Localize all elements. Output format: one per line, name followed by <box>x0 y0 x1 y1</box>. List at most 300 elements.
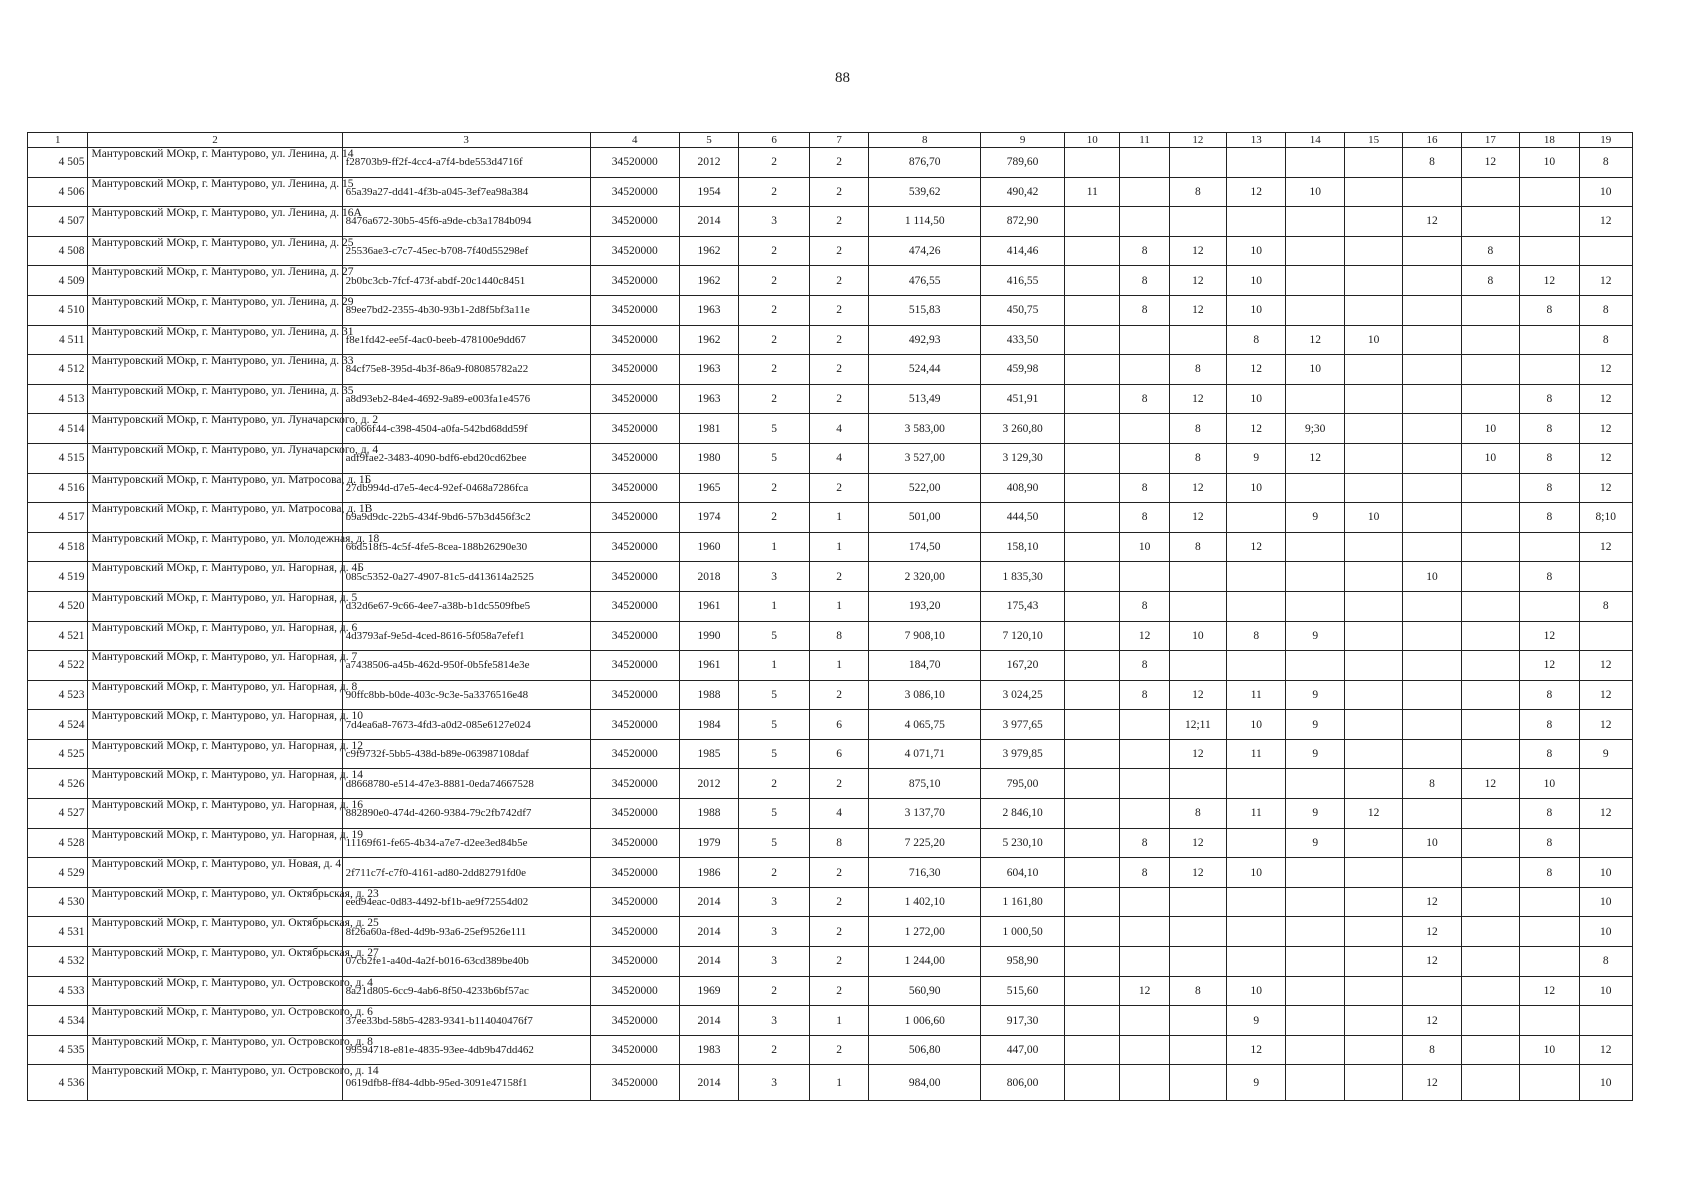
cell-col-10 <box>1065 739 1120 769</box>
cell-col-19: 10 <box>1579 858 1632 888</box>
cell-col-15: 10 <box>1344 325 1402 355</box>
cell-col-17 <box>1461 828 1519 858</box>
cell-col-13 <box>1227 947 1286 977</box>
cell-floors: 1 <box>739 591 810 621</box>
cell-col-10 <box>1065 207 1120 237</box>
cell-total-area: 524,44 <box>869 355 981 385</box>
cell-house-guid: c9f9732f-5bb5-438d-b89e-063987108daf <box>342 739 590 769</box>
cell-col-16: 12 <box>1403 207 1461 237</box>
cell-floors: 2 <box>739 976 810 1006</box>
cell-col-13: 10 <box>1227 295 1286 325</box>
cell-total-area: 4 065,75 <box>869 710 981 740</box>
table-row <box>28 148 1633 178</box>
cell-col-14 <box>1286 858 1344 888</box>
cell-col-10 <box>1065 976 1120 1006</box>
cell-col-19: 8 <box>1579 295 1632 325</box>
cell-total-area: 476,55 <box>869 266 981 296</box>
cell-total-area: 1 272,00 <box>869 917 981 947</box>
cell-row-number: 4 514 <box>28 414 88 444</box>
cell-address: Мантуровский МОкр, г. Мантурово, ул. Луначарского, д. 2 <box>88 414 342 444</box>
cell-row-number: 4 518 <box>28 532 88 562</box>
cell-col-18: 8 <box>1520 473 1579 503</box>
cell-address: Мантуровский МОкр, г. Мантурово, ул. Нагорная, д. 7 <box>88 651 342 681</box>
cell-floors: 5 <box>739 710 810 740</box>
table-row <box>28 947 1633 977</box>
table-row <box>28 1065 1633 1101</box>
cell-col-13: 9 <box>1227 443 1286 473</box>
cell-living-area: 2 846,10 <box>981 799 1065 829</box>
cell-col-18: 8 <box>1520 384 1579 414</box>
cell-col-14: 9 <box>1286 680 1344 710</box>
cell-house-guid: d32d6e67-9c66-4ee7-a38b-b1dc5509fbe5 <box>342 591 590 621</box>
cell-address: Мантуровский МОкр, г. Мантурово, ул. Нагорная, д. 14 <box>88 769 342 799</box>
cell-row-number: 4 523 <box>28 680 88 710</box>
cell-floors: 2 <box>739 266 810 296</box>
column-header: 14 <box>1286 133 1344 148</box>
cell-entrances: 2 <box>809 769 868 799</box>
cell-row-number: 4 515 <box>28 443 88 473</box>
cell-row-number: 4 536 <box>28 1065 88 1101</box>
cell-living-area: 167,20 <box>981 651 1065 681</box>
cell-oktmo: 34520000 <box>590 295 679 325</box>
cell-col-19 <box>1579 562 1632 592</box>
cell-floors: 3 <box>739 917 810 947</box>
cell-col-13: 12 <box>1227 1035 1286 1065</box>
cell-col-17 <box>1461 207 1519 237</box>
cell-col-14: 10 <box>1286 177 1344 207</box>
cell-address: Мантуровский МОкр, г. Мантурово, ул. Нагорная, д. 5 <box>88 591 342 621</box>
cell-oktmo: 34520000 <box>590 858 679 888</box>
cell-total-area: 7 225,20 <box>869 828 981 858</box>
cell-address: Мантуровский МОкр, г. Мантурово, ул. Октябрьская, д. 25 <box>88 917 342 947</box>
cell-col-11: 8 <box>1120 651 1169 681</box>
cell-col-19: 10 <box>1579 1065 1632 1101</box>
cell-house-guid: 085c5352-0a27-4907-81c5-d413614a2525 <box>342 562 590 592</box>
cell-total-area: 1 006,60 <box>869 1006 981 1036</box>
cell-col-19: 12 <box>1579 414 1632 444</box>
cell-living-area: 789,60 <box>981 148 1065 178</box>
cell-col-19: 12 <box>1579 384 1632 414</box>
cell-build-year: 2014 <box>679 1065 738 1101</box>
cell-oktmo: 34520000 <box>590 325 679 355</box>
cell-oktmo: 34520000 <box>590 680 679 710</box>
cell-floors: 3 <box>739 887 810 917</box>
cell-build-year: 1969 <box>679 976 738 1006</box>
cell-col-11: 8 <box>1120 473 1169 503</box>
cell-col-17 <box>1461 1065 1519 1101</box>
cell-col-19: 8 <box>1579 148 1632 178</box>
cell-col-14 <box>1286 651 1344 681</box>
cell-col-12 <box>1169 651 1226 681</box>
table-row <box>28 414 1633 444</box>
cell-build-year: 2014 <box>679 917 738 947</box>
cell-col-16 <box>1403 976 1461 1006</box>
table-row <box>28 976 1633 1006</box>
cell-col-19: 10 <box>1579 976 1632 1006</box>
cell-address: Мантуровский МОкр, г. Мантурово, ул. Ленина, д. 29 <box>88 295 342 325</box>
cell-house-guid: 07cb2fe1-a40d-4a2f-b016-63cd389be40b <box>342 947 590 977</box>
cell-entrances: 2 <box>809 976 868 1006</box>
cell-address: Мантуровский МОкр, г. Мантурово, ул. Ленина, д. 33 <box>88 355 342 385</box>
cell-build-year: 1963 <box>679 295 738 325</box>
cell-oktmo: 34520000 <box>590 562 679 592</box>
cell-house-guid: 7d4ea6a8-7673-4fd3-a0d2-085e6127e024 <box>342 710 590 740</box>
cell-col-15 <box>1344 828 1402 858</box>
cell-col-19 <box>1579 769 1632 799</box>
cell-living-area: 158,10 <box>981 532 1065 562</box>
cell-col-13 <box>1227 562 1286 592</box>
cell-col-14 <box>1286 976 1344 1006</box>
cell-col-19: 12 <box>1579 799 1632 829</box>
cell-col-16 <box>1403 236 1461 266</box>
cell-col-10 <box>1065 325 1120 355</box>
cell-address: Мантуровский МОкр, г. Мантурово, ул. Нагорная, д. 4Б <box>88 562 342 592</box>
cell-entrances: 2 <box>809 266 868 296</box>
table-row <box>28 355 1633 385</box>
table-row <box>28 680 1633 710</box>
cell-house-guid: 882890e0-474d-4260-9384-79c2fb742df7 <box>342 799 590 829</box>
cell-total-area: 716,30 <box>869 858 981 888</box>
table-row <box>28 799 1633 829</box>
cell-entrances: 2 <box>809 947 868 977</box>
cell-col-11 <box>1120 414 1169 444</box>
cell-col-11: 8 <box>1120 591 1169 621</box>
cell-row-number: 4 517 <box>28 503 88 533</box>
cell-house-guid: 27db994d-d7e5-4ec4-92ef-0468a7286fca <box>342 473 590 503</box>
cell-col-17 <box>1461 680 1519 710</box>
table-row <box>28 858 1633 888</box>
cell-col-17 <box>1461 947 1519 977</box>
cell-col-13 <box>1227 651 1286 681</box>
cell-total-area: 501,00 <box>869 503 981 533</box>
header-row <box>28 133 1633 148</box>
cell-col-11 <box>1120 1006 1169 1036</box>
cell-floors: 5 <box>739 621 810 651</box>
cell-row-number: 4 516 <box>28 473 88 503</box>
cell-house-guid: 8a21d805-6cc9-4ab6-8f50-4233b6bf57ac <box>342 976 590 1006</box>
cell-living-area: 3 129,30 <box>981 443 1065 473</box>
cell-col-16: 12 <box>1403 947 1461 977</box>
cell-oktmo: 34520000 <box>590 236 679 266</box>
cell-col-10 <box>1065 858 1120 888</box>
cell-col-12 <box>1169 325 1226 355</box>
cell-house-guid: f28703b9-ff2f-4cc4-a7f4-bde553d4716f <box>342 148 590 178</box>
cell-house-guid: 65a39a27-dd41-4f3b-a045-3ef7ea98a384 <box>342 177 590 207</box>
cell-col-13 <box>1227 769 1286 799</box>
table-row <box>28 384 1633 414</box>
cell-col-18 <box>1520 917 1579 947</box>
cell-address: Мантуровский МОкр, г. Мантурово, ул. Ленина, д. 16А <box>88 207 342 237</box>
cell-address: Мантуровский МОкр, г. Мантурово, ул. Нагорная, д. 6 <box>88 621 342 651</box>
cell-col-16 <box>1403 591 1461 621</box>
cell-address: Мантуровский МОкр, г. Мантурово, ул. Матросова, д. 1В <box>88 503 342 533</box>
cell-col-16: 12 <box>1403 917 1461 947</box>
cell-col-10 <box>1065 414 1120 444</box>
cell-col-14 <box>1286 562 1344 592</box>
cell-col-10 <box>1065 1006 1120 1036</box>
cell-house-guid: 89ee7bd2-2355-4b30-93b1-2d8f5bf3a11e <box>342 295 590 325</box>
cell-address: Мантуровский МОкр, г. Мантурово, ул. Ленина, д. 35 <box>88 384 342 414</box>
cell-address: Мантуровский МОкр, г. Мантурово, ул. Ленина, д. 14 <box>88 148 342 178</box>
cell-col-16 <box>1403 325 1461 355</box>
cell-col-16 <box>1403 266 1461 296</box>
table-row <box>28 443 1633 473</box>
cell-total-area: 876,70 <box>869 148 981 178</box>
cell-floors: 2 <box>739 769 810 799</box>
column-header: 5 <box>679 133 738 148</box>
cell-col-18 <box>1520 591 1579 621</box>
cell-col-12 <box>1169 947 1226 977</box>
cell-col-11 <box>1120 443 1169 473</box>
cell-col-11 <box>1120 710 1169 740</box>
cell-build-year: 1983 <box>679 1035 738 1065</box>
cell-col-17 <box>1461 473 1519 503</box>
cell-living-area: 806,00 <box>981 1065 1065 1101</box>
cell-col-16 <box>1403 384 1461 414</box>
cell-col-14 <box>1286 947 1344 977</box>
cell-living-area: 408,90 <box>981 473 1065 503</box>
cell-col-15 <box>1344 443 1402 473</box>
cell-col-11 <box>1120 148 1169 178</box>
cell-col-14 <box>1286 887 1344 917</box>
cell-col-12: 8 <box>1169 799 1226 829</box>
column-header: 16 <box>1403 133 1461 148</box>
cell-build-year: 1988 <box>679 680 738 710</box>
cell-living-area: 5 230,10 <box>981 828 1065 858</box>
cell-address: Мантуровский МОкр, г. Мантурово, ул. Ленина, д. 25 <box>88 236 342 266</box>
cell-total-area: 7 908,10 <box>869 621 981 651</box>
cell-col-15 <box>1344 207 1402 237</box>
cell-col-11: 8 <box>1120 384 1169 414</box>
cell-floors: 2 <box>739 177 810 207</box>
cell-floors: 3 <box>739 1065 810 1101</box>
cell-col-19: 12 <box>1579 710 1632 740</box>
cell-col-17 <box>1461 710 1519 740</box>
cell-oktmo: 34520000 <box>590 651 679 681</box>
cell-col-11: 12 <box>1120 976 1169 1006</box>
table-row <box>28 710 1633 740</box>
column-header: 17 <box>1461 133 1519 148</box>
cell-build-year: 1984 <box>679 710 738 740</box>
cell-entrances: 2 <box>809 384 868 414</box>
cell-col-16 <box>1403 739 1461 769</box>
cell-living-area: 515,60 <box>981 976 1065 1006</box>
cell-row-number: 4 522 <box>28 651 88 681</box>
cell-col-11 <box>1120 769 1169 799</box>
cell-col-14 <box>1286 473 1344 503</box>
cell-total-area: 3 086,10 <box>869 680 981 710</box>
cell-col-13 <box>1227 887 1286 917</box>
cell-col-14 <box>1286 207 1344 237</box>
table-row <box>28 236 1633 266</box>
cell-col-15 <box>1344 236 1402 266</box>
cell-col-14 <box>1286 236 1344 266</box>
cell-floors: 5 <box>739 443 810 473</box>
cell-oktmo: 34520000 <box>590 917 679 947</box>
cell-col-18 <box>1520 236 1579 266</box>
cell-total-area: 1 402,10 <box>869 887 981 917</box>
cell-col-17 <box>1461 858 1519 888</box>
cell-address: Мантуровский МОкр, г. Мантурово, ул. Молодежная, д. 18 <box>88 532 342 562</box>
cell-col-11 <box>1120 799 1169 829</box>
cell-col-16 <box>1403 799 1461 829</box>
cell-address: Мантуровский МОкр, г. Мантурово, ул. Луначарского, д. 4 <box>88 443 342 473</box>
cell-entrances: 2 <box>809 295 868 325</box>
cell-row-number: 4 520 <box>28 591 88 621</box>
cell-entrances: 2 <box>809 325 868 355</box>
cell-house-guid: 8476a672-30b5-45f6-a9de-cb3a1784b094 <box>342 207 590 237</box>
cell-col-16: 12 <box>1403 1006 1461 1036</box>
cell-build-year: 2014 <box>679 207 738 237</box>
cell-col-11 <box>1120 917 1169 947</box>
cell-total-area: 492,93 <box>869 325 981 355</box>
cell-col-15 <box>1344 858 1402 888</box>
cell-col-18: 8 <box>1520 503 1579 533</box>
cell-entrances: 1 <box>809 1065 868 1101</box>
cell-col-18 <box>1520 1006 1579 1036</box>
cell-living-area: 447,00 <box>981 1035 1065 1065</box>
cell-col-10 <box>1065 710 1120 740</box>
cell-house-guid: adf9fae2-3483-4090-bdf6-ebd20cd62bee <box>342 443 590 473</box>
cell-col-10 <box>1065 236 1120 266</box>
cell-total-area: 875,10 <box>869 769 981 799</box>
cell-entrances: 2 <box>809 858 868 888</box>
cell-col-12: 12 <box>1169 384 1226 414</box>
cell-col-10 <box>1065 1035 1120 1065</box>
cell-col-17 <box>1461 621 1519 651</box>
cell-entrances: 2 <box>809 148 868 178</box>
cell-col-14 <box>1286 1065 1344 1101</box>
cell-col-13: 12 <box>1227 355 1286 385</box>
cell-col-12: 8 <box>1169 976 1226 1006</box>
cell-entrances: 4 <box>809 799 868 829</box>
cell-col-15 <box>1344 384 1402 414</box>
cell-col-15 <box>1344 739 1402 769</box>
cell-total-area: 193,20 <box>869 591 981 621</box>
table-body <box>28 148 1633 1101</box>
cell-col-12: 10 <box>1169 621 1226 651</box>
cell-col-18: 8 <box>1520 710 1579 740</box>
cell-col-17: 10 <box>1461 443 1519 473</box>
cell-col-10 <box>1065 473 1120 503</box>
cell-col-18: 12 <box>1520 621 1579 651</box>
cell-col-18 <box>1520 355 1579 385</box>
cell-living-area: 958,90 <box>981 947 1065 977</box>
cell-col-16 <box>1403 177 1461 207</box>
cell-house-guid: eed94eac-0d83-4492-bf1b-ae9f72554d02 <box>342 887 590 917</box>
cell-floors: 1 <box>739 651 810 681</box>
cell-living-area: 1 161,80 <box>981 887 1065 917</box>
cell-col-18: 10 <box>1520 769 1579 799</box>
cell-total-area: 3 137,70 <box>869 799 981 829</box>
cell-oktmo: 34520000 <box>590 384 679 414</box>
cell-living-area: 451,91 <box>981 384 1065 414</box>
cell-living-area: 1 000,50 <box>981 917 1065 947</box>
cell-col-10 <box>1065 591 1120 621</box>
cell-build-year: 2014 <box>679 947 738 977</box>
cell-oktmo: 34520000 <box>590 621 679 651</box>
cell-col-13: 10 <box>1227 236 1286 266</box>
table-row <box>28 917 1633 947</box>
cell-build-year: 2012 <box>679 769 738 799</box>
cell-col-10 <box>1065 443 1120 473</box>
cell-col-14: 9 <box>1286 828 1344 858</box>
cell-col-12: 12 <box>1169 828 1226 858</box>
cell-build-year: 1979 <box>679 828 738 858</box>
cell-col-12: 12 <box>1169 680 1226 710</box>
cell-oktmo: 34520000 <box>590 828 679 858</box>
cell-col-11: 8 <box>1120 858 1169 888</box>
cell-house-guid: f8e1fd42-ee5f-4ac0-beeb-478100e9dd67 <box>342 325 590 355</box>
cell-col-14 <box>1286 769 1344 799</box>
cell-col-13: 8 <box>1227 621 1286 651</box>
cell-build-year: 2014 <box>679 887 738 917</box>
cell-col-14 <box>1286 148 1344 178</box>
cell-row-number: 4 506 <box>28 177 88 207</box>
cell-build-year: 1961 <box>679 651 738 681</box>
cell-address: Мантуровский МОкр, г. Мантурово, ул. Матросова, д. 1Б <box>88 473 342 503</box>
cell-col-11: 8 <box>1120 828 1169 858</box>
cell-total-area: 474,26 <box>869 236 981 266</box>
cell-build-year: 1974 <box>679 503 738 533</box>
cell-row-number: 4 511 <box>28 325 88 355</box>
cell-floors: 2 <box>739 1035 810 1065</box>
cell-house-guid: 2b0bc3cb-7fcf-473f-abdf-20c1440c8451 <box>342 266 590 296</box>
cell-col-16: 10 <box>1403 828 1461 858</box>
cell-col-19 <box>1579 236 1632 266</box>
cell-col-16 <box>1403 473 1461 503</box>
cell-col-13: 12 <box>1227 177 1286 207</box>
cell-col-14: 12 <box>1286 325 1344 355</box>
cell-col-19 <box>1579 828 1632 858</box>
cell-col-10 <box>1065 917 1120 947</box>
cell-col-10: 11 <box>1065 177 1120 207</box>
cell-build-year: 1963 <box>679 384 738 414</box>
cell-col-16 <box>1403 414 1461 444</box>
column-header: 6 <box>739 133 810 148</box>
cell-total-area: 4 071,71 <box>869 739 981 769</box>
cell-entrances: 4 <box>809 443 868 473</box>
cell-col-14: 12 <box>1286 443 1344 473</box>
cell-col-17 <box>1461 355 1519 385</box>
cell-col-13: 10 <box>1227 266 1286 296</box>
cell-col-10 <box>1065 148 1120 178</box>
cell-col-10 <box>1065 384 1120 414</box>
cell-col-10 <box>1065 266 1120 296</box>
cell-total-area: 3 583,00 <box>869 414 981 444</box>
cell-build-year: 1960 <box>679 532 738 562</box>
cell-col-12 <box>1169 769 1226 799</box>
cell-build-year: 1962 <box>679 266 738 296</box>
cell-living-area: 872,90 <box>981 207 1065 237</box>
cell-address: Мантуровский МОкр, г. Мантурово, ул. Нагорная, д. 12 <box>88 739 342 769</box>
cell-living-area: 444,50 <box>981 503 1065 533</box>
cell-total-area: 515,83 <box>869 295 981 325</box>
column-header: 2 <box>88 133 342 148</box>
cell-living-area: 416,55 <box>981 266 1065 296</box>
cell-floors: 2 <box>739 148 810 178</box>
cell-col-18 <box>1520 532 1579 562</box>
cell-col-14 <box>1286 1035 1344 1065</box>
cell-col-12 <box>1169 1006 1226 1036</box>
page-number: 88 <box>835 70 850 86</box>
cell-col-17 <box>1461 976 1519 1006</box>
cell-col-18 <box>1520 177 1579 207</box>
cell-row-number: 4 509 <box>28 266 88 296</box>
cell-total-area: 984,00 <box>869 1065 981 1101</box>
cell-address: Мантуровский МОкр, г. Мантурово, ул. Октябрьская, д. 23 <box>88 887 342 917</box>
table-row <box>28 325 1633 355</box>
